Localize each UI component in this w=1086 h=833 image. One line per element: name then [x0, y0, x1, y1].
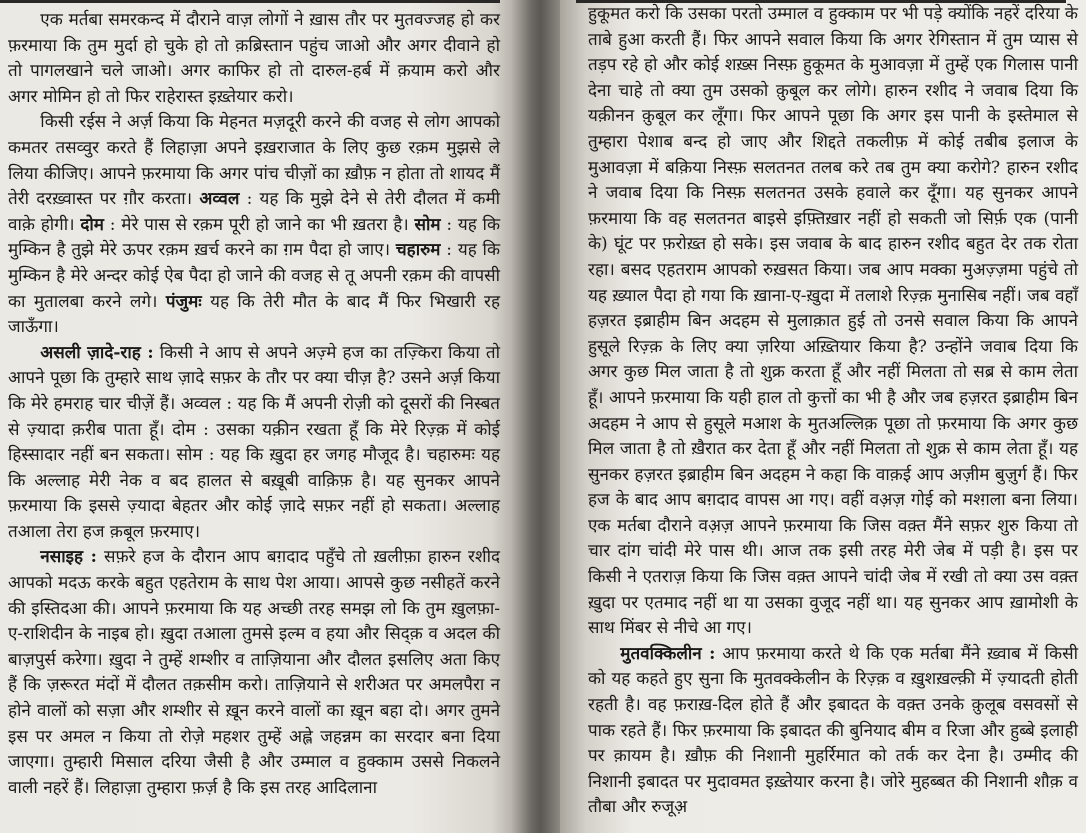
paragraph [8, 110, 500, 340]
paragraph [588, 642, 1078, 821]
section-heading: असली ज़ादे-राह : [40, 342, 154, 363]
paragraph-text: किसी ने आप से अपने अज़्मे हज का तज़्किरा किया तो आपने पूछा कि तुम्हारे साथ ज़ादे सफ़र के तौर पर क्या चीज़ है? उसने अर्ज़ किया कि मेरे हमराह चार चीज़ें हैं। अव्वल : यह कि मैं अपनी रोज़ी को दूसरों की निस्बत से ज़्यादा क़रीब पाता हूँ। दोम : उसका यक़ीन रखता हूँ कि मेरे रिज़्क़ में कोई हिस्सादार नहीं बन सकता। सोम : यह कि ख़ुदा हर जगह मौजूद है। चहारुमः यह कि अल्लाह मेरी नेक व बद हालत से बख़ूबी वाक़िफ़ है। यह सुनकर आपने फ़रमाया कि इससे ज़्यादा बेहतर और कोई ज़ादे सफ़र नहीं हो सकता। अल्लाह तआला तेरा हज क़बूल फ़रमाए। [8, 342, 501, 542]
paragraph: एक मर्तबा समरकन्द में दौराने वाज़ लोगों ने ख़ास तौर पर मुतवज्जह हो कर फ़रमाया कि तुम मुर्दा हो चुके हो तो क़ब्रिस्तान पहुंच जाओ और अगर दीवाने हो तो पागलखाने चले जाओ। अगर काफिर हो तो दारुल-हर्ब में क़याम करो और अगर मोमिन हो तो फिर राहेरास्त इख़्तेयार करो। [8, 10, 500, 107]
section-heading: नसाइह : [40, 547, 97, 568]
section-heading: मुतवक्किलीन : [620, 643, 716, 664]
book-gutter [512, 0, 560, 833]
page-header-rule [576, 0, 1066, 3]
paragraph-text: यह कि तेरी मौत के बाद मैं फिर भिखारी रह जाऊँगा। [8, 291, 501, 338]
page-header-rule [0, 0, 500, 3]
paragraph-text: : मेरे पास से रक़म पूरी हो जाने का भी ख़तरा है। [109, 214, 409, 235]
paragraph-text: : यह कि मुम्किन है मेरे अन्दर कोई ऐब पैदा हो जाने की वजह से तू अपनी रक़म की वापसी का मुतालबा करने लगे। [8, 240, 500, 312]
paragraph-text: आप फ़रमाया करते थे कि एक मर्तबा मैंने ख़्वाब में किसी को यह कहते हुए सुना कि मुतवक्केलीन के रिज़्क़ व ख़ुशख़ल्क़ी में ज़्यादती होती रहती है। वह फ़राख़-दिल होते हैं और इबादत के वक़्त उनके क़ुलूब वसवसों से पाक रहते हैं। फिर फ़रमाया कि इबादत की बुनियाद बीम व रिजा और हुब्बे इलाही पर क़ायम है। ख़ौफ़ की निशानी मुहर्रिमात को तर्क कर देना है। उम्मीद की निशानी इबादत पर मुदावमत इख़्तेयार करना है। जोरे मुहब्बत की निशानी शौक़ व तौबा और रुजूअ़ [588, 643, 1078, 818]
keyword-first: अव्वल [199, 189, 240, 210]
paragraph [8, 545, 500, 801]
keyword-fifth: पंजुमः [165, 291, 202, 312]
left-page [0, 0, 512, 833]
keyword-second: दोम [80, 214, 104, 235]
paragraph-text: : यह कि मुम्किन है तुझे मेरे ऊपर रक़म ख़र्च करने का ग़म पैदा हो जाए। [8, 214, 501, 261]
paragraph-text: : यह कि मुझे देने से तेरी दौलत में कमी वाक़े होगी। [8, 189, 501, 235]
paragraph: हुकूमत करो कि उसका परतो उम्माल व हुक्काम पर भी पड़े क्योंकि नहरें दरिया के ताबे हुआ करती हैं। फिर आपने सवाल किया कि अगर रेगिस्तान में तुम प्यास से तड़प रहे हो और कोई शख़्स निस्फ़ हुकूमत के मुआवज़ा में तुम्हें एक गिलास पानी देना चाहे तो क्या तुम उसको क़ुबूल कर लोगे। हारुन रशीद ने जवाब दिया कि यक़ीनन क़ुबूल कर लूँगा। फिर आपने पूछा कि अगर इस पानी के इस्तेमाल से तुम्हारा पेशाब बन्द हो जाए और शिद्दते तकलीफ़ में कोई तबीब इलाज के मुआवज़ा में बक़िया निस्फ़ सलतनत तलब करे तब तुम क्या करोगे? हारुन रशीद ने जवाब दिया कि निस्फ़ सलतनत उसके हवाले कर दूँगा। यह सुनकर आपने फ़रमाया कि वह सलतनत बाइसे इफ़्तिख़ार नहीं हो सकती जो सिर्फ़ एक (पानी के) घूंट पर फ़रोख़्त हो सके। इस जवाब के बाद हारुन रशीद बहुत देर तक रोता रहा। बसद एहतराम आपको रुख़सत किया। जब आप मक्का मुअज़्ज़मा पहुंचे तो यह ख़्याल पैदा हो गया कि ख़ाना-ए-ख़ुदा में तलाशे रिज़्क़ मुनासिब नहीं। जब वहाँ हज़रत इब्राहीम बिन अदहम से मुलाक़ात हुई तो उनसे सवाल किया कि आपने हुसूले रिज़्क़ के लिए क्या ज़रिया अख़्तियार किया है? उन्होंने जवाब दिया कि अगर कुछ मिल जाता है तो शुक्र करता हूँ और नहीं मिलता तो सब्र से काम लेता हूँ। आपने फ़रमाया कि यही हाल तो कुत्तों का भी है और जब हज़रत इब्राहीम बिन अदहम ने आप से हुसूले मआश के मुतअल्लिक़ पूछा तो फ़रमाया कि अगर कुछ मिल जाता है तो ख़ैरात कर देता हूँ और नहीं मिलता तो शुक्र से काम लेता हूँ। यह सुनकर हज़रत इब्राहीम बिन अदहम ने कहा कि वाक़ई आप अज़ीम बुज़ुर्ग हैं। फिर हज के बाद आप बग़दाद वापस आ गए। वहीं वअ़ज़ गोई को मश्ग़ला बना लिया। एक मर्तबा दौराने वअ़ज़ आपने फ़रमाया कि जिस वक़्त मैंने सफ़र शुरु किया तो चार दांग चांदी मेरे पास थी। आज तक इसी तरह मेरी जेब में पड़ी है। इस पर किसी ने एतराज़ किया कि जिस वक़्त आपने चांदी जेब में रखी तो क्या उस वक़्त ख़ुदा पर एतमाद नहीं था या उसका वुजूद नहीं था। यह सुनकर आप ख़ामोशी के साथ मिंबर से नीचे आ गए। [588, 4, 1078, 639]
right-page [560, 0, 1086, 833]
paragraph-text: सफ़रे हज के दौरान आप बग़दाद पहुँचे तो ख़लीफ़ा हारुन रशीद आपको मदऊ करके बहुत एहतेराम के साथ पेश आया। आपसे कुछ नसीहतें करने की इस्तिदआ की। आपने फ़रमाया कि यह अच्छी तरह समझ लो कि तुम ख़ुलफ़ा-ए-राशिदीन के नाइब हो। ख़ुदा तआला तुमसे इल्म व हया और सिद्क़ व अदल की बाज़पुर्स करेगा। ख़ुदा ने तुम्हें शम्शीर व ताज़ियाना और दौलत इसलिए अता किए हैं कि ज़रूरत मंदों में दौलत तक़सीम करो। ताज़ियाने से शरीअत पर अमलपैरा न होने वालों को सज़ा और शम्शीर से ख़ून करने वालों का ख़ून बहा दो। अगर तुमने इस पर अमल न किया तो रोज़े महशर तुम्हें अह्ले जहन्नम का सरदार बना दिया जाएगा। तुम्हारी मिसाल दरिया जैसी है और उम्माल व हुक्काम उससे निकलने वाली नहरें हैं। लिहाज़ा तुम्हारा फ़र्ज़ है कि इस तरह आदिलाना [8, 547, 500, 798]
keyword-fourth: चहारुम [395, 240, 441, 261]
keyword-third: सोम [414, 214, 441, 235]
paragraph-text: किसी रईस ने अर्ज़ किया कि मेहनत मज़दूरी करने की वजह से लोग आपको कमतर तसव्वुर करते हैं लिहाज़ा अपने इख़राजात के लिए कुछ रक़म मुझसे ले लिया कीजिए। आपने फ़रमाया कि अगर पांच चीज़ों का ख़ौफ़ न होता तो शायद मैं तेरी दरख़्वास्त पर ग़ौर करता। [8, 112, 500, 210]
paragraph [8, 341, 500, 546]
